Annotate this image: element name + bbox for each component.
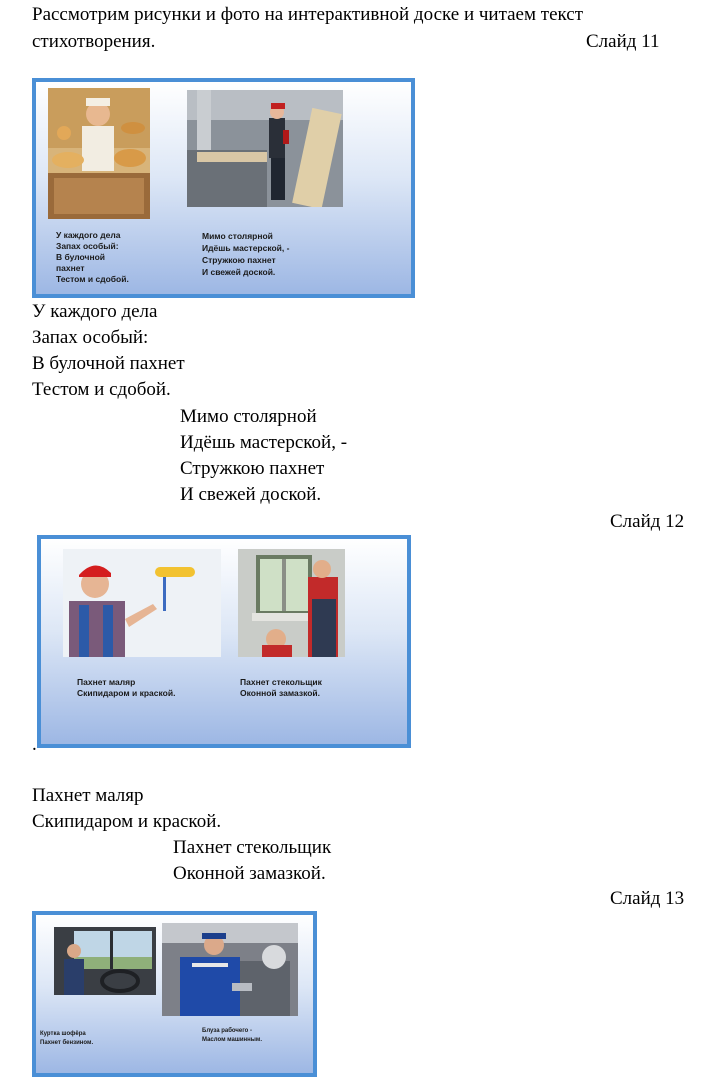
poem-2-line-1: Пахнет маляр [32,785,144,806]
poem-1-line-2: Запах особый: [32,327,149,348]
slide-12-image [37,535,411,748]
poem-1-line-5: Мимо столярной [180,406,317,427]
slide-13-image [32,911,317,1077]
worker-machine-photo [162,923,298,1016]
caption-line: Пахнет бензином. [40,1040,94,1046]
slide-13-caption-left [40,1030,93,1048]
poem-1-line-1: У каждого дела [32,301,158,322]
slide-12-caption-left [77,677,175,699]
caption-line: Куртка шофёра [40,1031,86,1037]
stray-dot: . [32,734,37,755]
caption-line: Запах особый: [56,241,119,251]
poem-1-line-8: И свежей доской. [180,484,322,505]
slide-13-label: Слайд 13 [610,888,685,909]
slide-11-label: Слайд 11 [586,31,660,52]
slide-12-caption-right [240,677,322,699]
caption-line: И свежей доской. [202,267,276,277]
caption-line: Идёшь мастерской, - [202,243,290,253]
caption-line: Тестом и сдобой. [56,274,129,284]
glazier-photo [238,549,345,657]
intro-line-1: Рассмотрим рисунки и фото на интерактивной доске и читаем текст [32,4,583,25]
caption-line: Маслом машинным. [202,1037,263,1043]
caption-line: Скипидаром и краской. [77,688,176,698]
poem-1-line-4: Тестом и сдобой. [32,379,171,400]
poem-1-line-3: В булочной пахнет [32,353,185,374]
caption-line: У каждого дела [56,230,121,240]
slide-13-caption-right [202,1027,262,1045]
caption-line: Пахнет стекольщик [240,677,322,687]
carpenter-photo [187,90,343,207]
poem-1-line-7: Стружкою пахнет [180,458,325,479]
caption-line: Пахнет маляр [77,677,136,687]
slide-11-image [32,78,415,298]
driver-photo [54,927,156,995]
slide-11-caption-right [202,230,289,278]
slide-12-label: Слайд 12 [610,511,685,532]
poem-1-line-6: Идёшь мастерской, - [180,432,348,453]
poem-2-line-4: Оконной замазкой. [173,863,326,884]
poem-2-line-2: Скипидаром и краской. [32,811,222,832]
caption-line: Стружкою пахнет [202,255,276,265]
intro-line-2: стихотворения. [32,31,156,52]
caption-line: Мимо столярной [202,231,273,241]
slide-11-caption-left [56,230,129,285]
baker-illustration [48,88,150,219]
caption-line: В булочной [56,252,106,262]
caption-line: пахнет [56,263,85,273]
caption-line: Блуза рабочего - [202,1028,253,1034]
caption-line: Оконной замазкой. [240,688,320,698]
painter-photo [63,549,221,657]
poem-2-line-3: Пахнет стекольщик [173,837,332,858]
